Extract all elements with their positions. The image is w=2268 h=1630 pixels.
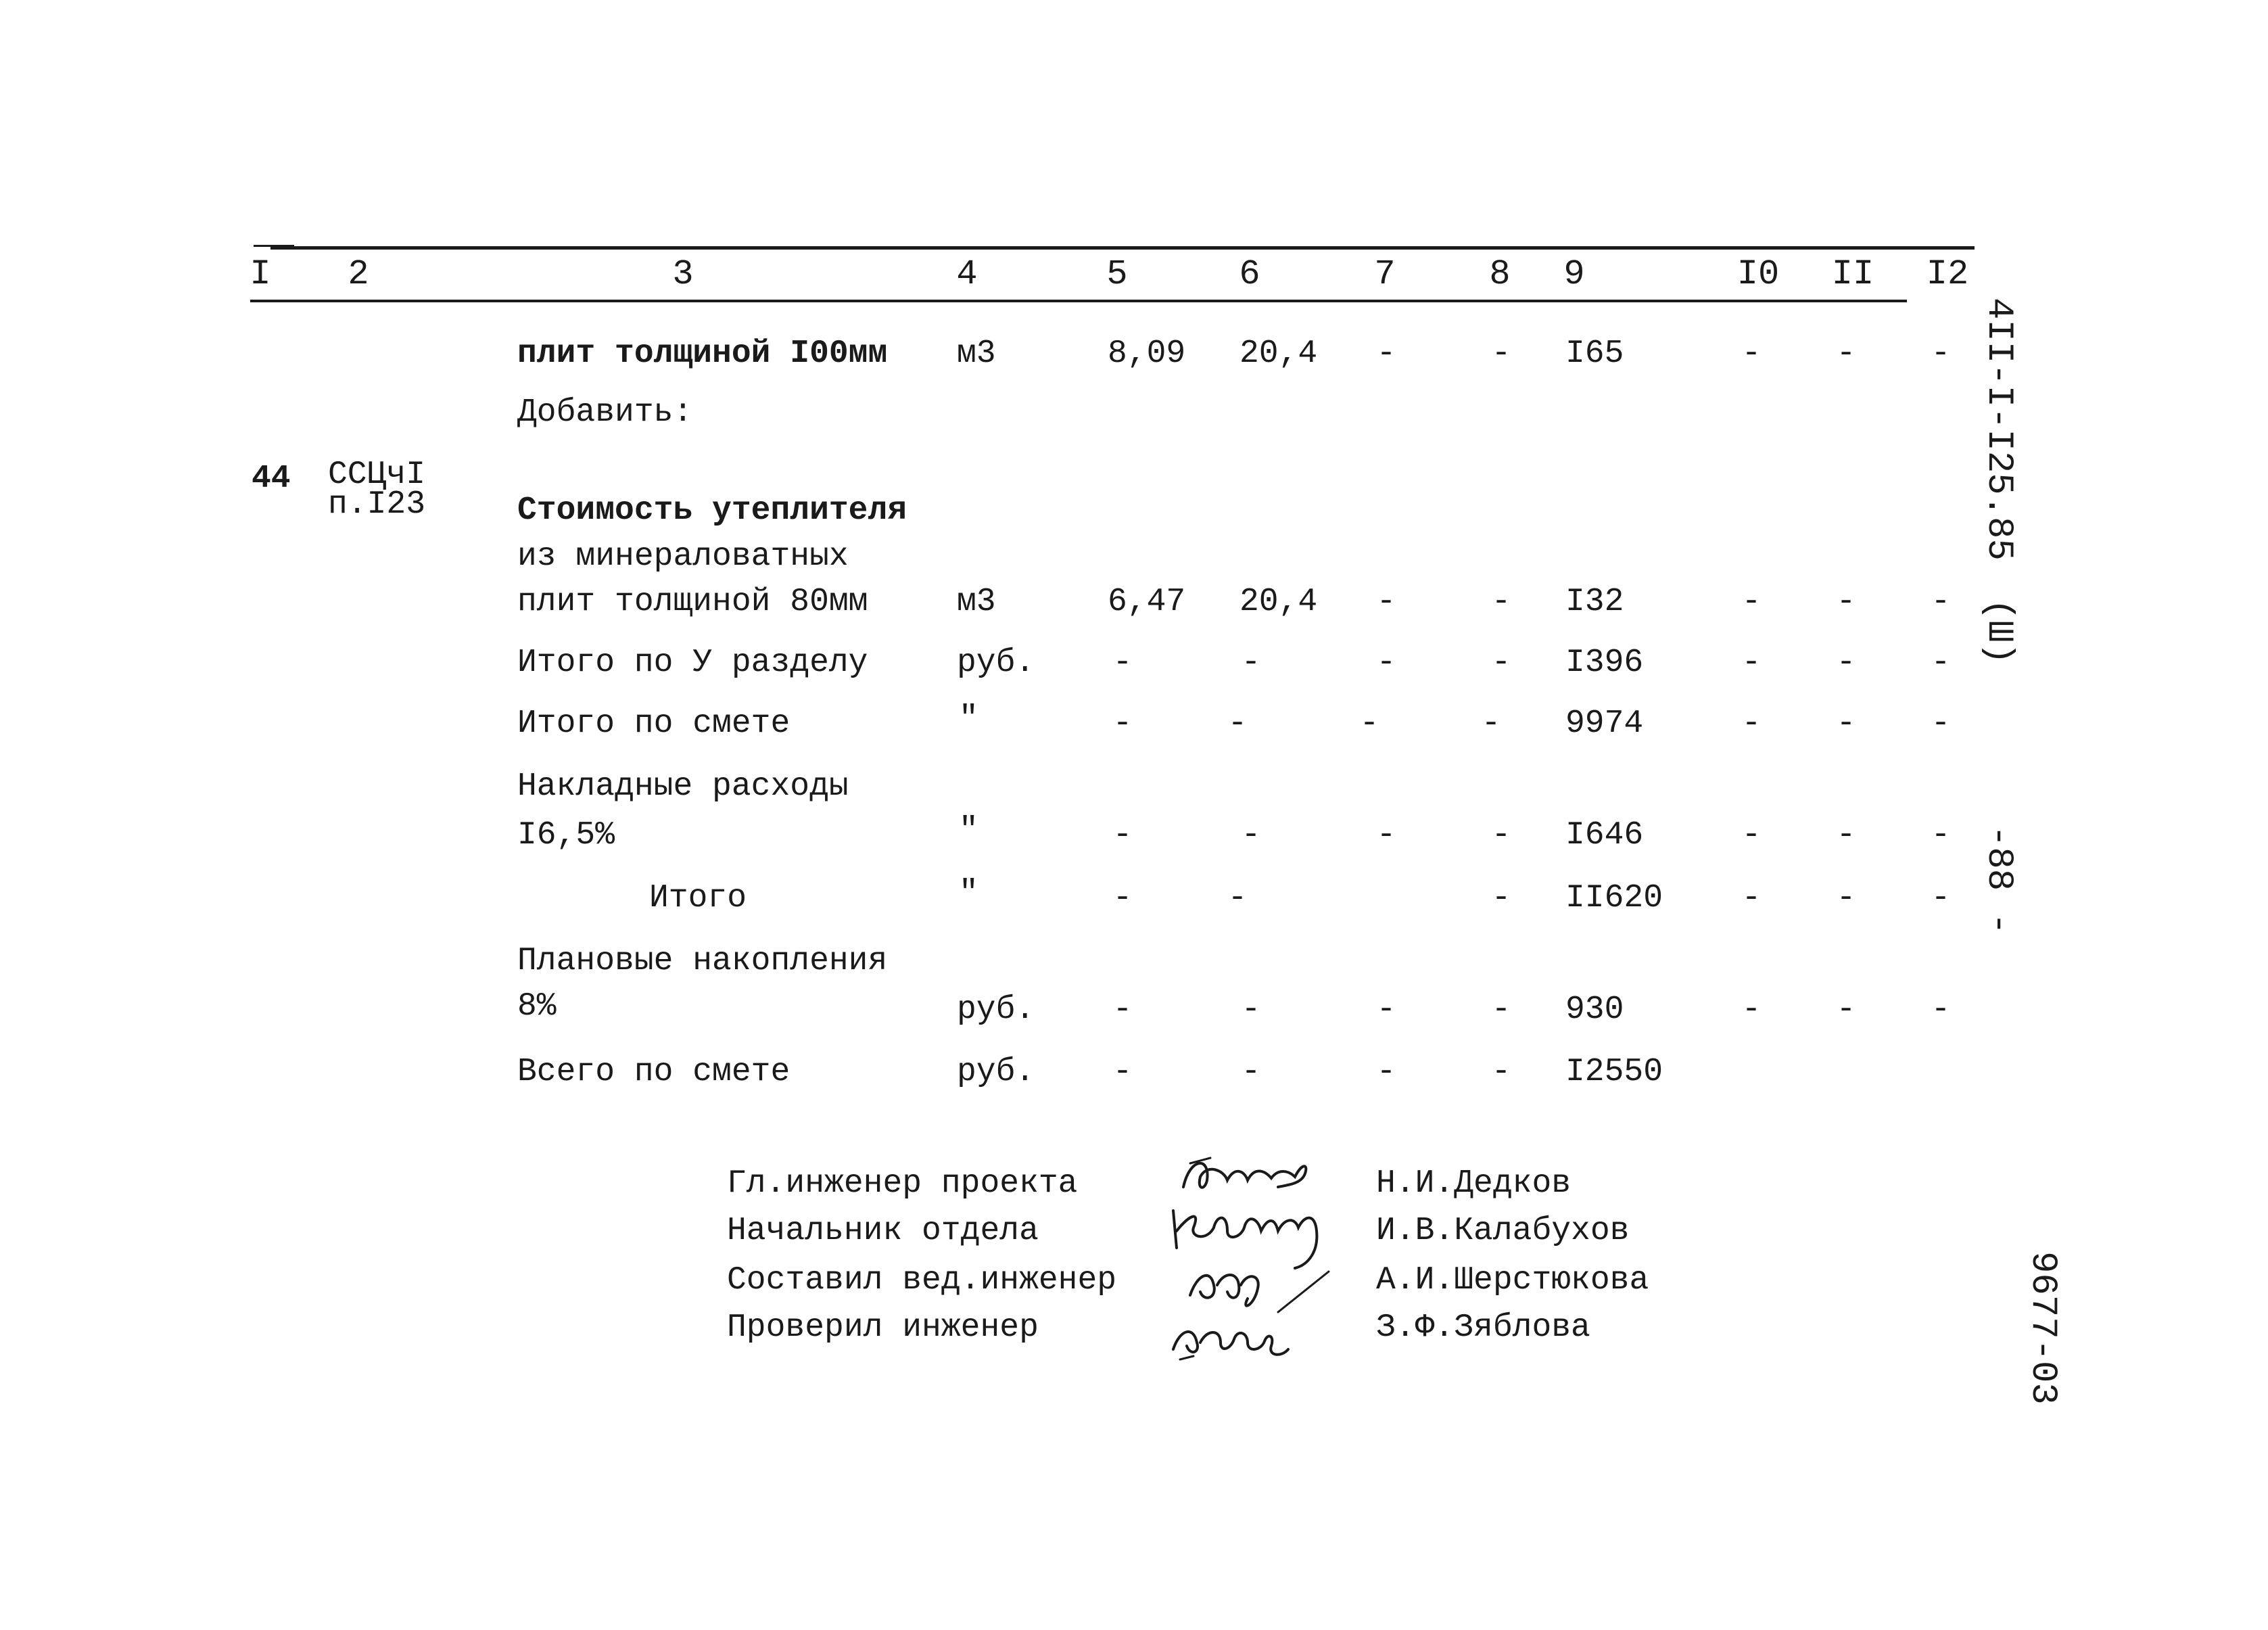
cell-col6: 20,4 bbox=[1239, 584, 1318, 620]
signer-role: Гл.инженер проекта bbox=[727, 1165, 1078, 1202]
cell-description-line2: 8% bbox=[517, 988, 557, 1025]
cell-col6: - bbox=[1227, 705, 1248, 742]
cell-col11: - bbox=[1836, 584, 1856, 620]
col-header-6: 6 bbox=[1239, 254, 1260, 294]
cell-col9: I396 bbox=[1565, 645, 1644, 681]
cell-unit: руб. bbox=[957, 1054, 1035, 1090]
cell-col9: I2550 bbox=[1565, 1054, 1663, 1090]
cell-col8: - bbox=[1491, 1054, 1511, 1090]
volume-mark: (Ш) bbox=[1978, 599, 2019, 665]
cell-col12: - bbox=[1931, 335, 1951, 372]
cell-col5: - bbox=[1112, 992, 1133, 1028]
cell-col8: - bbox=[1491, 335, 1511, 372]
cell-code-line2: п.I23 bbox=[328, 486, 426, 523]
col-header-11: II bbox=[1831, 254, 1874, 294]
inventory-number: 9677-03 bbox=[2022, 1251, 2063, 1405]
cell-col5: 8,09 bbox=[1108, 335, 1186, 372]
cell-col7: - bbox=[1376, 1054, 1396, 1090]
cell-col8: - bbox=[1491, 992, 1511, 1028]
document-code: 4II-I-I25.85 bbox=[1978, 298, 2019, 561]
top-rule-tail bbox=[254, 245, 294, 247]
cell-col11: - bbox=[1836, 817, 1856, 854]
cell-col11: - bbox=[1836, 645, 1856, 681]
col-header-2: 2 bbox=[348, 254, 369, 294]
col-header-5: 5 bbox=[1106, 254, 1128, 294]
cell-col7: - bbox=[1376, 645, 1396, 681]
cell-unit: " bbox=[959, 812, 978, 849]
cell-description: Итого по У разделу bbox=[517, 645, 868, 681]
cell-unit: " bbox=[959, 701, 978, 737]
col-header-8: 8 bbox=[1489, 254, 1511, 294]
cell-unit: руб. bbox=[957, 992, 1035, 1028]
cell-col9: 9974 bbox=[1565, 705, 1644, 742]
cell-col9: I65 bbox=[1565, 335, 1624, 372]
cell-item-number: 44 bbox=[252, 461, 291, 497]
cell-col12: - bbox=[1931, 992, 1951, 1028]
cell-description: Итого по смете bbox=[517, 705, 790, 742]
signer-name: А.И.Шерстюкова bbox=[1376, 1262, 1649, 1299]
signature-4 bbox=[1163, 1309, 1298, 1370]
cell-col11: - bbox=[1836, 992, 1856, 1028]
cell-description-line2: из минераловатных bbox=[517, 538, 849, 575]
cell-code-line1: ССЦчI bbox=[328, 457, 426, 493]
cell-col9: II620 bbox=[1565, 880, 1663, 916]
signer-name: И.В.Калабухов bbox=[1376, 1213, 1630, 1249]
cell-col7: - bbox=[1359, 705, 1379, 742]
header-rule bbox=[250, 300, 1907, 302]
cell-description: Всего по смете bbox=[517, 1054, 790, 1090]
cell-col6: - bbox=[1227, 880, 1248, 916]
cell-col8: - bbox=[1491, 817, 1511, 854]
cell-col7: - bbox=[1376, 584, 1396, 620]
signature-1 bbox=[1170, 1150, 1332, 1204]
cell-col6: - bbox=[1241, 645, 1261, 681]
cell-col10: - bbox=[1741, 584, 1762, 620]
cell-col10: - bbox=[1741, 880, 1762, 916]
cell-col11: - bbox=[1836, 880, 1856, 916]
cell-col10: - bbox=[1741, 992, 1762, 1028]
col-header-1: I bbox=[250, 254, 271, 294]
cell-col9: 930 bbox=[1565, 992, 1624, 1028]
col-header-9: 9 bbox=[1563, 254, 1585, 294]
signer-role: Составил вед.инженер bbox=[727, 1262, 1117, 1299]
cell-col9: I32 bbox=[1565, 584, 1624, 620]
cell-col5: - bbox=[1112, 1054, 1133, 1090]
cell-col5: - bbox=[1112, 880, 1133, 916]
cell-col11: - bbox=[1836, 335, 1856, 372]
cell-description: плит толщиной 80мм bbox=[517, 584, 868, 620]
cell-col10: - bbox=[1741, 335, 1762, 372]
cell-description-line1: Накладные расходы bbox=[517, 768, 849, 805]
cell-col12: - bbox=[1931, 645, 1951, 681]
cell-col8: - bbox=[1491, 880, 1511, 916]
cell-description-line1: Стоимость утеплителя bbox=[517, 492, 907, 529]
cell-col5: - bbox=[1112, 705, 1133, 742]
cell-col8: - bbox=[1491, 645, 1511, 681]
cell-col5: - bbox=[1112, 645, 1133, 681]
cell-col6: - bbox=[1241, 1054, 1261, 1090]
cell-col12: - bbox=[1931, 817, 1951, 854]
col-header-3: 3 bbox=[672, 254, 694, 294]
cell-unit: " bbox=[959, 875, 978, 912]
cell-col12: - bbox=[1931, 705, 1951, 742]
col-header-7: 7 bbox=[1374, 254, 1396, 294]
cell-description-line1: Плановые накопления bbox=[517, 943, 888, 979]
cell-description-line2: I6,5% bbox=[517, 817, 615, 854]
signer-name: З.Ф.Зяблова bbox=[1376, 1309, 1590, 1346]
cell-col9: I646 bbox=[1565, 817, 1644, 854]
cell-col5: 6,47 bbox=[1108, 584, 1186, 620]
cell-unit: м3 bbox=[957, 335, 996, 372]
cell-col7: - bbox=[1376, 335, 1396, 372]
cell-col10: - bbox=[1741, 817, 1762, 854]
cell-col6: - bbox=[1241, 817, 1261, 854]
cell-col6: 20,4 bbox=[1239, 335, 1318, 372]
top-rule bbox=[270, 246, 1975, 250]
cell-description: плит толщиной I00мм bbox=[517, 335, 888, 372]
cell-col7: - bbox=[1376, 817, 1396, 854]
cell-col8: - bbox=[1481, 705, 1501, 742]
page-number: -88 - bbox=[1978, 825, 2019, 935]
cell-col6: - bbox=[1241, 992, 1261, 1028]
signer-name: Н.И.Дедков bbox=[1376, 1165, 1572, 1202]
cell-col8: - bbox=[1491, 584, 1511, 620]
cell-col10: - bbox=[1741, 645, 1762, 681]
cell-col11: - bbox=[1836, 705, 1856, 742]
cell-col7: - bbox=[1376, 992, 1396, 1028]
cell-col5: - bbox=[1112, 817, 1133, 854]
cell-unit: руб. bbox=[957, 645, 1035, 681]
cell-description: Итого bbox=[649, 880, 747, 916]
cell-description: Добавить: bbox=[517, 394, 693, 431]
cell-unit: м3 bbox=[957, 584, 996, 620]
cell-col12: - bbox=[1931, 880, 1951, 916]
col-header-12: I2 bbox=[1926, 254, 1969, 294]
col-header-10: I0 bbox=[1737, 254, 1780, 294]
cell-col10: - bbox=[1741, 705, 1762, 742]
signer-role: Начальник отдела bbox=[727, 1213, 1039, 1249]
col-header-4: 4 bbox=[956, 254, 978, 294]
cell-col12: - bbox=[1931, 584, 1951, 620]
signer-role: Проверил инженер bbox=[727, 1309, 1039, 1346]
